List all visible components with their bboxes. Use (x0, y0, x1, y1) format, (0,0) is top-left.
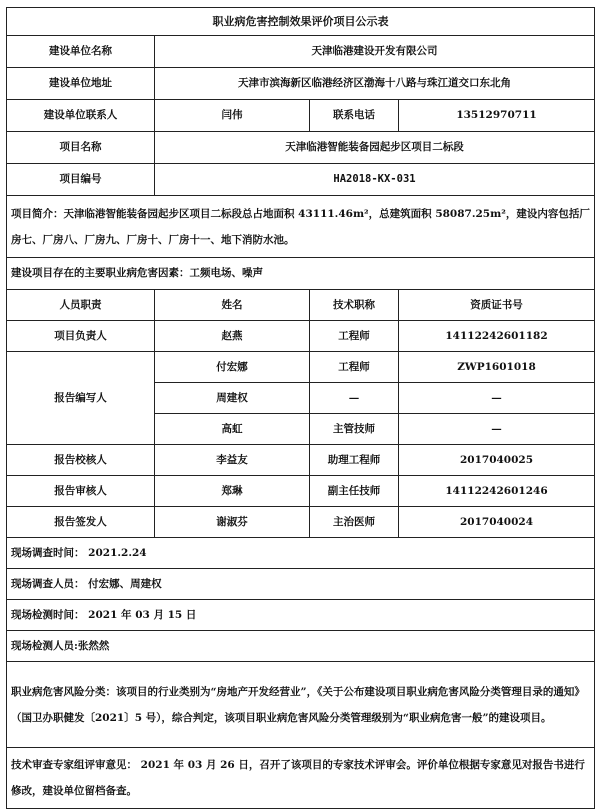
header-cert: 资质证书号 (399, 290, 595, 321)
writer-name: 周建权 (155, 383, 310, 414)
writer-cert: — (399, 414, 595, 445)
unit-address-value: 天津市滨海新区临港经济区渤海十八路与珠江道交口东北角 (155, 68, 595, 100)
writer-role: 报告编写人 (7, 352, 155, 445)
reviewer-title: 副主任技师 (310, 476, 399, 507)
project-no-value: HA2018-KX-031 (155, 164, 595, 196)
survey-time: 现场调查时间： 2021.2.24 (7, 538, 595, 569)
reviewer-role: 报告审核人 (7, 476, 155, 507)
unit-address-label: 建设单位地址 (7, 68, 155, 100)
leader-role: 项目负责人 (7, 321, 155, 352)
form-title: 职业病危害控制效果评价项目公示表 (7, 8, 595, 36)
header-name: 姓名 (155, 290, 310, 321)
contact-label: 建设单位联系人 (7, 100, 155, 132)
unit-name-value: 天津临港建设开发有限公司 (155, 36, 595, 68)
leader-name: 赵燕 (155, 321, 310, 352)
checker-name: 李益友 (155, 445, 310, 476)
checker-role: 报告校核人 (7, 445, 155, 476)
phone-value: 13512970711 (399, 100, 595, 132)
reviewer-name: 郑琳 (155, 476, 310, 507)
detect-time: 现场检测时间： 2021 年 03 月 15 日 (7, 600, 595, 631)
contact-value: 闫伟 (155, 100, 310, 132)
writer-name: 付宏娜 (155, 352, 310, 383)
writer-title: 工程师 (310, 352, 399, 383)
project-name-label: 项目名称 (7, 132, 155, 164)
hazard-factors: 建设项目存在的主要职业病危害因素：工频电场、噪声 (7, 258, 595, 290)
survey-people: 现场调查人员： 付宏娜、周建权 (7, 569, 595, 600)
header-title: 技术职称 (310, 290, 399, 321)
writer-title: — (310, 383, 399, 414)
signer-role: 报告签发人 (7, 507, 155, 538)
checker-title: 助理工程师 (310, 445, 399, 476)
project-name-value: 天津临港智能装备园起步区项目二标段 (155, 132, 595, 164)
checker-cert: 2017040025 (399, 445, 595, 476)
risk-classification: 职业病危害风险分类：该项目的行业类别为“房地产开发经营业”，《关于公布建设项目职业病危害风险分类管理目录的通知》（国卫办职健发〔2021〕5 号），综合判定，该项目职业病危害风险分类管理级别为“职业病危害一般”的建设项目。 (7, 662, 595, 748)
signer-title: 主治医师 (310, 507, 399, 538)
writer-name: 高虹 (155, 414, 310, 445)
writer-title: 主管技师 (310, 414, 399, 445)
project-intro: 项目简介：天津临港智能装备园起步区项目二标段总占地面积 43111.46m²，总建筑面积 58087.25m²，建设内容包括厂房七、厂房八、厂房九、厂房十、厂房十一、地下消防水池。 (7, 196, 595, 258)
header-role: 人员职责 (7, 290, 155, 321)
leader-title: 工程师 (310, 321, 399, 352)
signer-name: 谢淑芬 (155, 507, 310, 538)
expert-review: 技术审查专家组评审意见： 2021 年 03 月 26 日，召开了该项目的专家技术评审会。评价单位根据专家意见对报告书进行修改，建设单位留档备查。 (7, 748, 595, 809)
signer-cert: 2017040024 (399, 507, 595, 538)
publicity-form (6, 7, 594, 809)
publicity-table (6, 7, 595, 809)
unit-name-label: 建设单位名称 (7, 36, 155, 68)
writer-cert: — (399, 383, 595, 414)
reviewer-cert: 14112242601246 (399, 476, 595, 507)
phone-label: 联系电话 (310, 100, 399, 132)
leader-cert: 14112242601182 (399, 321, 595, 352)
project-no-label: 项目编号 (7, 164, 155, 196)
detect-people: 现场检测人员:张然然 (7, 631, 595, 662)
writer-cert: ZWP1601018 (399, 352, 595, 383)
